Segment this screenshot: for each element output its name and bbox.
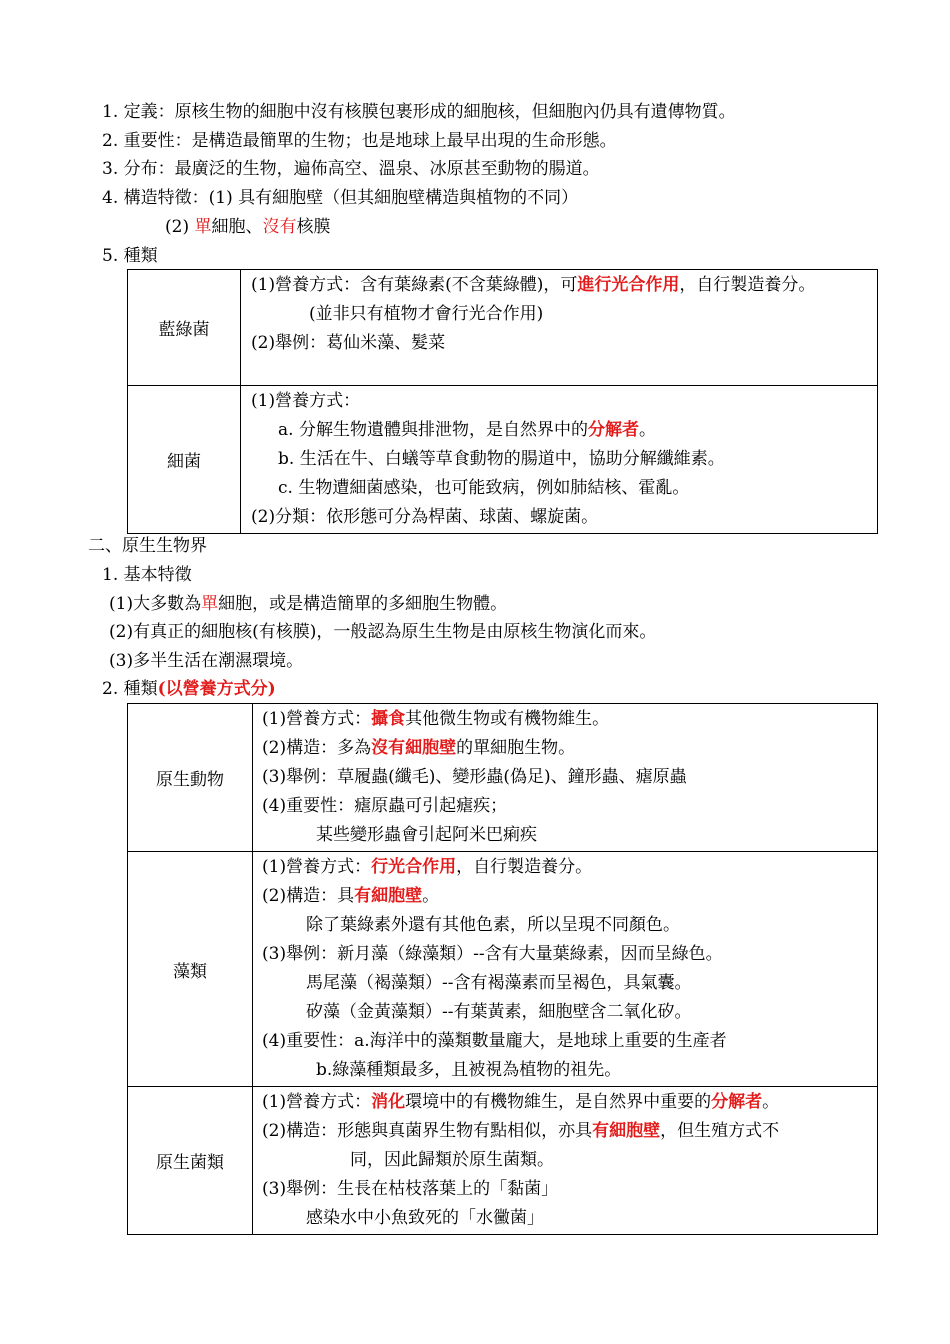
prokaryote-types-table	[127, 269, 878, 534]
definition-item: 1. 定義：原核生物的細胞中沒有核膜包裹形成的細胞核，但細胞內仍具有遺傳物質。	[102, 102, 736, 122]
category-cell: 藻類	[128, 852, 253, 1087]
category-cell: 原生菌類	[128, 1087, 253, 1235]
protist-types-table	[127, 703, 878, 1235]
description-cell: (1)營養方式：含有葉綠素(不含葉綠體)，可進行光合作用，自行製造養分。 (並非只有植物才會行光合作用) (2)舉例：葛仙米藻、髮菜	[241, 270, 878, 386]
basic-features-heading: 1. 基本特徵	[102, 565, 192, 585]
basic-feature-3: (3)多半生活在潮濕環境。	[109, 651, 304, 671]
basic-feature-1: (1)大多數為單細胞，或是構造簡單的多細胞生物體。	[109, 594, 508, 614]
structure-item: 4. 構造特徵：(1) 具有細胞壁（但其細胞壁構造與植物的不同）	[102, 188, 579, 208]
category-cell: 細菌	[128, 386, 241, 534]
basic-feature-2: (2)有真正的細胞核(有核膜)，一般認為原生生物是由原核生物演化而來。	[109, 622, 657, 642]
category-cell: 原生動物	[128, 704, 253, 852]
table-row	[128, 704, 878, 852]
protist-types-heading: 2. 種類(以營養方式分)	[102, 679, 276, 699]
importance-item: 2. 重要性：是構造最簡單的生物；也是地球上最早出現的生命形態。	[102, 131, 617, 151]
distribution-item: 3. 分布：最廣泛的生物，遍佈高空、溫泉、冰原甚至動物的腸道。	[102, 159, 600, 179]
description-cell: (1)營養方式： a. 分解生物遺體與排泄物，是自然界中的分解者。 b. 生活在牛、白蟻等草食動物的腸道中，協助分解纖維素。 c. 生物遭細菌感染，也可能致病，例如肺結核、霍亂。 (2)分類：依形態可分為桿菌、球菌、螺旋菌。	[241, 386, 878, 534]
category-cell: 藍綠菌	[128, 270, 241, 386]
structure-feature-2: (2) 單細胞、沒有核膜	[165, 217, 331, 237]
table-row	[128, 852, 878, 1087]
table-row	[128, 270, 878, 386]
protist-heading: 二、原生生物界	[88, 536, 207, 556]
description-cell: (1)營養方式：消化環境中的有機物維生，是自然界中重要的分解者。 (2)構造：形態與真菌界生物有點相似，亦具有細胞壁，但生殖方式不 同，因此歸類於原生菌類。 (3)舉例：生長在枯枝落葉上的「黏菌」 感染水中小魚致死的「水黴菌」	[253, 1087, 878, 1235]
types-heading: 5. 種類	[102, 246, 158, 266]
table-row	[128, 386, 878, 534]
description-cell: (1)營養方式：攝食其他微生物或有機物維生。 (2)構造：多為沒有細胞壁的單細胞生物。 (3)舉例：草履蟲(纖毛)、變形蟲(偽足)、鐘形蟲、瘧原蟲 (4)重要性：瘧原蟲可引起瘧疾； 某些變形蟲會引起阿米巴痢疾	[253, 704, 878, 852]
table-row	[128, 1087, 878, 1235]
description-cell: (1)營養方式：行光合作用，自行製造養分。 (2)構造：具有細胞壁。 除了葉綠素外還有其他色素，所以呈現不同顏色。 (3)舉例：新月藻（綠藻類）--含有大量葉綠素，因而呈綠色。 馬尾藻（褐藻類）--含有褐藻素而呈褐色，具氣囊。 矽藻（金黃藻類）--有葉黃素，細胞壁含二氧化矽。 (4)重要性：a.海洋中的藻類數量龐大，是地球上重要的生產者 b.綠藻種類最多，且被視為植物的祖先。	[253, 852, 878, 1087]
